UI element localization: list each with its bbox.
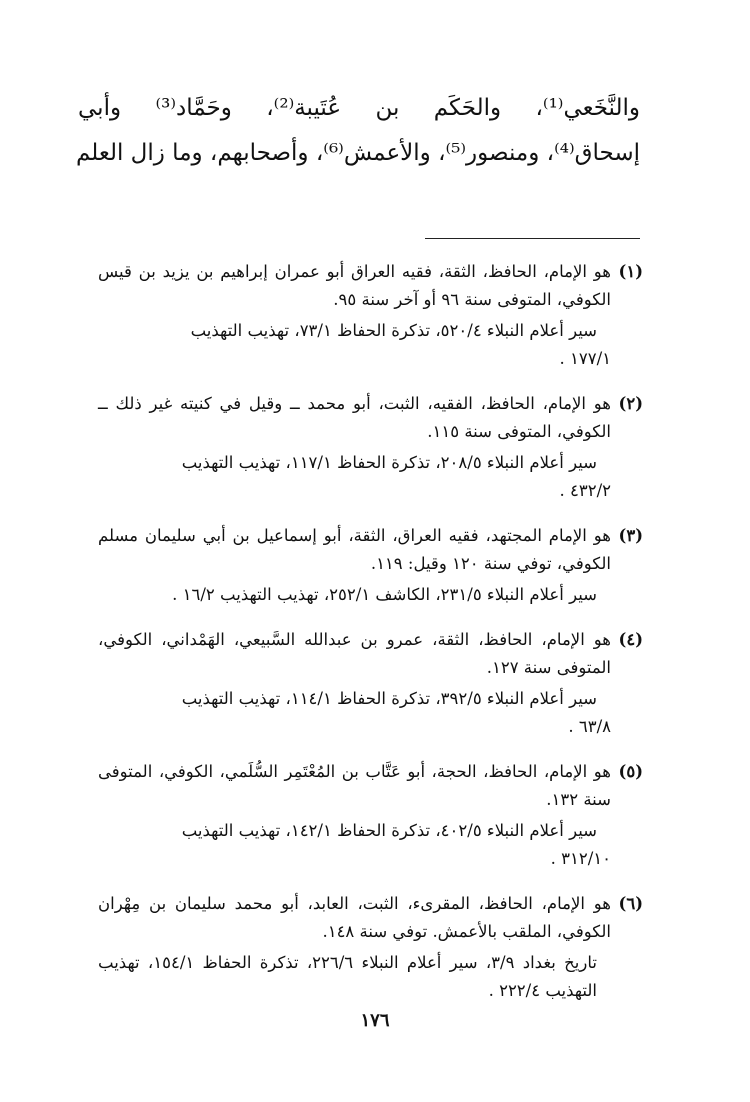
main-text-line-2: إسحاق⁽⁴⁾، ومنصور⁽⁵⁾، والأعمش⁽⁶⁾، وأصحابهم، وما زال العلم <box>75 140 640 166</box>
footnote-sources-tail: ١٧٧/١ . <box>559 349 611 368</box>
footnote-sources-tail: ٣١٢/١٠ . <box>550 849 611 868</box>
footnote-number: (٤) <box>618 630 643 649</box>
footnote-sources: تاريخ بغداد ٣/٩، سير أعلام النبلاء ٢٢٦/٦، تذكرة الحفاظ ١٥٤/١، تهذيب التهذيب ٢٢٢/٤ . <box>98 953 597 1000</box>
footnote-sources: سير أعلام النبلاء ٥٢٠/٤، تذكرة الحفاظ ٧٣/١، تهذيب التهذيب <box>190 321 597 340</box>
footnote-2 <box>98 390 643 505</box>
footnote-text: هو الإمام المجتهد، فقيه العراق، الثقة، أبو إسماعيل بن أبي سليمان مسلم الكوفي، توفي سنة ١٢٠ وقيل: ١١٩. <box>98 526 611 573</box>
footnote-sources: سير أعلام النبلاء ٤٠٢/٥، تذكرة الحفاظ ١٤٢/١، تهذيب التهذيب <box>181 821 597 840</box>
footnote-4 <box>98 626 643 741</box>
footnote-text: هو الإمام، الحافظ، الثقة، عمرو بن عبدالله السَّبيعي، الهَمْداني، الكوفي، المتوفى سنة ١٢٧. <box>98 630 611 677</box>
footnote-text: هو الإمام، الحافظ، المقرىء، الثبت، العابد، أبو محمد سليمان بن مِهْران الكوفي، الملقب بالأعمش. توفي سنة ١٤٨. <box>98 894 611 941</box>
footnote-6 <box>98 890 643 1005</box>
footnote-number: (٦) <box>618 894 643 913</box>
footnote-text: هو الإمام، الحافظ، الحجة، أبو عَتَّاب بن المُعْتَمِر السُّلَمي، الكوفي، المتوفى سنة ١٣٢. <box>98 762 611 809</box>
footnote-sources: سير أعلام النبلاء ٣٩٢/٥، تذكرة الحفاظ ١١٤/١، تهذيب التهذيب <box>181 689 597 708</box>
main-text-line-1: والنَّخَعي⁽¹⁾، والحَكَم بن عُتَيبة⁽²⁾، وحَمَّاد⁽³⁾ وأبي <box>78 95 641 121</box>
page-number: ١٧٦ <box>360 1010 390 1031</box>
footnote-sources-tail: ٦٣/٨ . <box>568 717 611 736</box>
footnote-number: (٣) <box>618 526 643 545</box>
footnote-number: (١) <box>618 262 643 281</box>
footnote-separator <box>425 238 640 239</box>
footnote-text: هو الإمام، الحافظ، الثقة، فقيه العراق أبو عمران إبراهيم بن يزيد بن قيس الكوفي، المتوفى سنة ٩٦ أو آخر سنة ٩٥. <box>98 262 611 309</box>
footnote-5 <box>98 758 643 873</box>
footnote-number: (٥) <box>618 762 643 781</box>
main-text <box>75 86 641 176</box>
footnote-sources-tail: ٤٣٢/٢ . <box>559 481 611 500</box>
footnote-sources: سير أعلام النبلاء ٢٣١/٥، الكاشف ٢٥٢/١، تهذيب التهذيب ١٦/٢ . <box>172 585 597 604</box>
footnotes <box>98 258 643 1022</box>
footnote-3 <box>98 522 643 609</box>
footnote-number: (٢) <box>618 394 643 413</box>
footnote-1 <box>98 258 643 373</box>
footnote-text: هو الإمام، الحافظ، الفقيه، الثبت، أبو محمد ــ وقيل في كنيته غير ذلك ــ الكوفي، المتوفى سنة ١١٥. <box>98 394 611 441</box>
footnote-sources: سير أعلام النبلاء ٢٠٨/٥، تذكرة الحفاظ ١١٧/١، تهذيب التهذيب <box>181 453 597 472</box>
